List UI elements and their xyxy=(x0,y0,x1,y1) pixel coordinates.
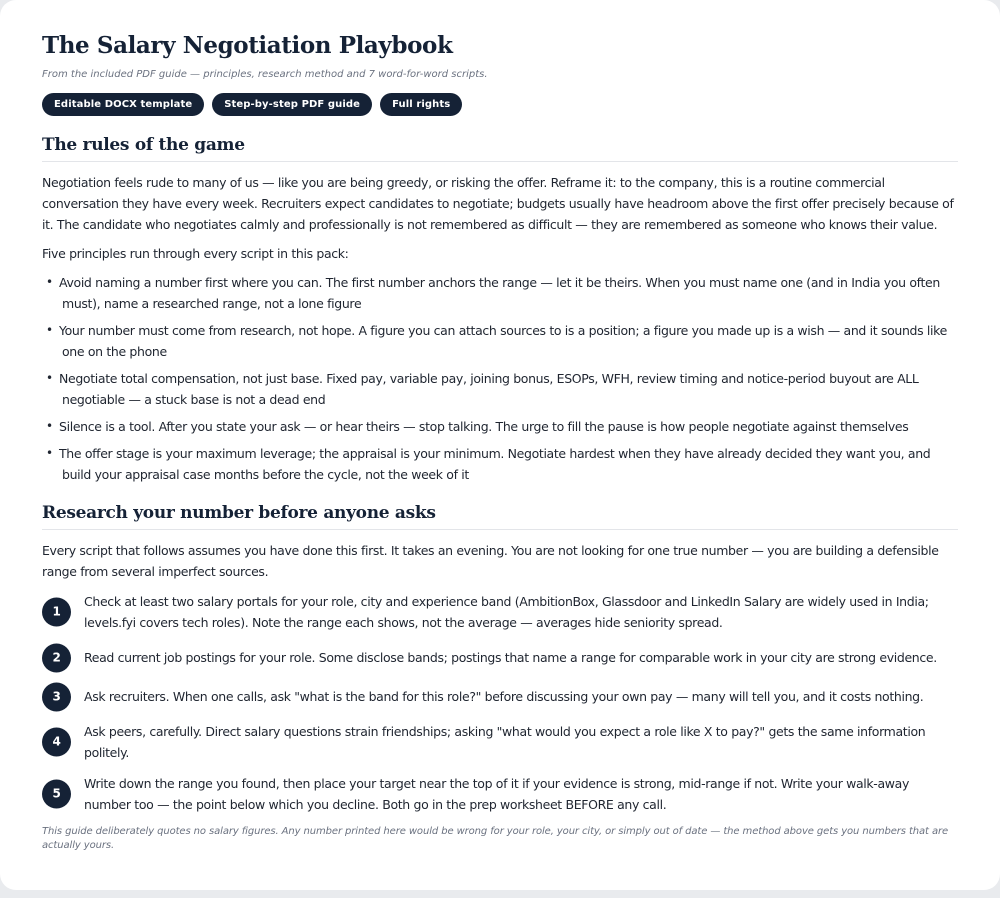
badge-pdf-guide: Step-by-step PDF guide xyxy=(212,93,372,116)
step-item xyxy=(42,721,958,763)
list-item xyxy=(42,443,958,485)
step-number-badge: 3 xyxy=(42,682,71,711)
step-number-badge: 5 xyxy=(42,780,71,809)
step-item xyxy=(42,643,958,672)
step-item xyxy=(42,773,958,815)
principle-text: The offer stage is your maximum leverage; the appraisal is your minimum. Negotiate hardest when they have already decided they want you, and build your appraisal case months before the cycle, not the week of it xyxy=(59,446,931,482)
bullet-icon: • xyxy=(46,446,53,460)
badge-docx-template: Editable DOCX template xyxy=(42,93,204,116)
badge-full-rights: Full rights xyxy=(380,93,462,116)
badge-row xyxy=(42,93,958,116)
bullet-icon: • xyxy=(46,371,53,385)
principle-text: Negotiate total compensation, not just base. Fixed pay, variable pay, joining bonus, ESOPs, WFH, review timing and notice-period buyout are ALL negotiable — a stuck base is not a dead end xyxy=(59,371,919,407)
principle-text: Silence is a tool. After you state your ask — or hear theirs — stop talking. The urge to fill the pause is how people negotiate against themselves xyxy=(59,419,909,434)
section-heading-rules: The rules of the game xyxy=(42,134,958,162)
step-text: Ask peers, carefully. Direct salary questions strain friendships; asking "what would you expect a role like X to pay?" gets the same information politely. xyxy=(84,724,926,760)
bullet-icon: • xyxy=(46,323,53,337)
bullet-icon: • xyxy=(46,419,53,433)
list-item xyxy=(42,368,958,410)
step-number-badge: 2 xyxy=(42,643,71,672)
research-intro: Every script that follows assumes you have done this first. It takes an evening. You are not looking for one true number — you are building a defensible range from several imperfect sources. xyxy=(42,543,939,579)
page-title: The Salary Negotiation Playbook xyxy=(42,32,453,59)
principles-list xyxy=(42,272,958,485)
list-item xyxy=(42,272,958,314)
list-item xyxy=(42,320,958,362)
step-number-badge: 4 xyxy=(42,728,71,757)
principle-text: Avoid naming a number first where you can. The first number anchors the range — let it be theirs. When you must name one (and in India you often must), name a researched range, not a lone figure xyxy=(59,275,940,311)
step-text: Check at least two salary portals for your role, city and experience band (AmbitionBox, Glassdoor and LinkedIn Salary are widely used in India; levels.fyi covers tech roles). Note the range each shows, not the average — averages hide seniority spread. xyxy=(84,594,929,630)
footnote: This guide deliberately quotes no salary figures. Any number printed here would be wrong for your role, your city, or simply out of date — the method above gets you numbers that are actually yours. xyxy=(42,826,949,851)
section-heading-research: Research your number before anyone asks xyxy=(42,502,958,530)
step-item xyxy=(42,682,958,711)
step-text: Read current job postings for your role. Some disclose bands; postings that name a range for comparable work in your city are strong evidence. xyxy=(84,650,937,665)
research-steps xyxy=(42,591,958,815)
rules-intro: Negotiation feels rude to many of us — like you are being greedy, or risking the offer. Reframe it: to the company, this is a routine commercial conversation they have every week. Recruiters expect candidates to negotiate; budgets usually have headroom above the first offer precisely because of it. The candidate who negotiates calmly and professionally is not remembered as difficult — they are remembered as someone who knows their value. xyxy=(42,175,954,232)
page-subtitle: From the included PDF guide — principles, research method and 7 word-for-word scripts. xyxy=(42,69,488,80)
principles-lead: Five principles run through every script in this pack: xyxy=(42,246,349,261)
bullet-icon: • xyxy=(46,275,53,289)
principle-text: Your number must come from research, not hope. A figure you can attach sources to is a position; a figure you made up is a wish — and it sounds like one on the phone xyxy=(59,323,947,359)
step-text: Write down the range you found, then place your target near the top of it if your evidence is strong, mid-range if not. Write your walk-away number too — the point below which you decline. Both go in the prep worksheet BEFORE any call. xyxy=(84,776,910,812)
list-item xyxy=(42,416,958,437)
step-text: Ask recruiters. When one calls, ask "what is the band for this role?" before discussing your own pay — many will tell you, and it costs nothing. xyxy=(84,689,924,704)
step-item xyxy=(42,591,958,633)
step-number-badge: 1 xyxy=(42,598,71,627)
